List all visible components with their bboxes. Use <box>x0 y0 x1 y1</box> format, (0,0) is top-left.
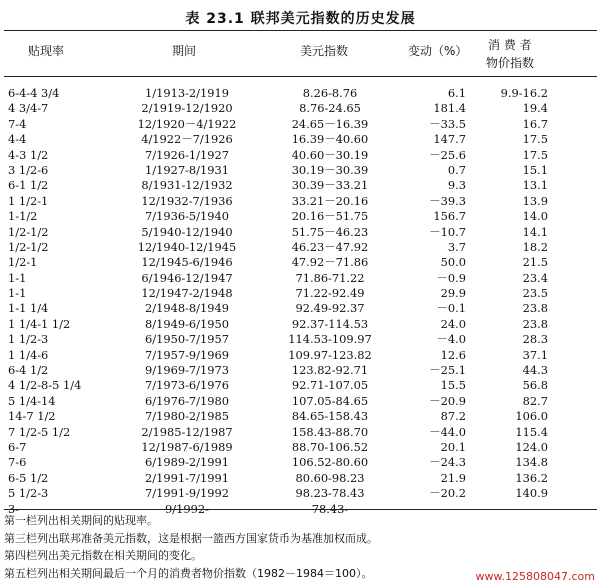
cell-dollar-index: 92.49-92.37 <box>295 301 365 316</box>
table-row <box>0 440 601 455</box>
cell-dollar-index: 78.43- <box>311 501 349 516</box>
cell-dollar-index: 30.39－33.21 <box>291 178 369 193</box>
cell-cpi: 16.7 <box>522 116 548 131</box>
cell-change-percent: 181.4 <box>433 101 466 116</box>
cell-period: 2/1948-8/1949 <box>145 301 229 316</box>
cell-change-percent: －33.5 <box>429 116 466 131</box>
cell-cpi: 106.0 <box>515 409 548 424</box>
table-bottom-rule <box>4 509 597 510</box>
header-period: 期间 <box>172 44 197 58</box>
watermark: www.125808047.com <box>475 570 595 583</box>
cell-discount-rate: 1/2-1 <box>8 255 38 270</box>
cell-discount-rate: 6-4-4 3/4 <box>8 86 60 100</box>
cell-discount-rate: 4-3 1/2 <box>8 147 49 162</box>
cell-change-percent: －24.3 <box>429 455 466 470</box>
cell-change-percent: 29.9 <box>440 286 466 301</box>
cell-change-percent: 21.9 <box>440 470 466 485</box>
cell-period: 4/1922－7/1926 <box>141 132 233 147</box>
table-row <box>0 101 601 116</box>
cell-dollar-index: 8.26-8.76 <box>302 86 358 100</box>
table-header-rule <box>4 76 597 77</box>
cell-cpi: 14.0 <box>522 209 548 224</box>
cell-dollar-index: 107.05-84.65 <box>291 393 369 408</box>
cell-period: 9/1992- <box>165 501 209 516</box>
cell-dollar-index: 8.76-24.65 <box>299 101 361 116</box>
cell-period: 1/1927-8/1931 <box>145 162 229 177</box>
cell-cpi: 140.9 <box>515 486 548 501</box>
cell-dollar-index: 24.65－16.39 <box>291 116 369 131</box>
cell-cpi: 23.4 <box>522 270 548 285</box>
cell-discount-rate: 6-4 1/2 <box>8 363 49 378</box>
cell-cpi: 23.8 <box>522 316 548 331</box>
table-row <box>0 455 601 470</box>
cell-period: 7/1973-6/1976 <box>145 378 229 393</box>
cell-discount-rate: 5 1/4-14 <box>8 393 56 408</box>
table-body <box>0 86 601 517</box>
table-row <box>0 255 601 270</box>
cell-period: 6/1950-7/1957 <box>145 332 229 347</box>
cell-cpi: 17.5 <box>522 147 548 162</box>
table-row <box>0 471 601 486</box>
cell-dollar-index: 47.92－71.86 <box>291 255 369 270</box>
cell-period: 2/1991-7/1991 <box>145 470 229 485</box>
table-title: 表 23.1 联邦美元指数的历史发展 <box>185 11 416 27</box>
cell-discount-rate: 3- <box>8 501 20 516</box>
cell-dollar-index: 33.21－20.16 <box>291 193 369 208</box>
cell-period: 1/1913-2/1919 <box>145 86 229 100</box>
table-row <box>0 148 601 163</box>
cell-dollar-index: 40.60－30.19 <box>291 147 369 162</box>
cell-discount-rate: 1/2-1/2 <box>8 239 49 254</box>
cell-change-percent: －0.9 <box>436 270 466 285</box>
cell-cpi: 44.3 <box>522 363 548 378</box>
cell-cpi: 124.0 <box>515 439 548 454</box>
header-discount-rate: 贴现率 <box>28 44 65 58</box>
note-line: 第五栏列出相关期间最后一个月的消费者物价指数（1982－1984＝100）。 <box>4 566 373 580</box>
cell-change-percent: 6.1 <box>447 86 466 100</box>
cell-discount-rate: 1 1/2-3 <box>8 332 49 347</box>
cell-dollar-index: 92.71-107.05 <box>291 378 369 393</box>
cell-change-percent: 24.0 <box>440 316 466 331</box>
cell-discount-rate: 1-1 <box>8 286 27 301</box>
cell-change-percent: －39.3 <box>429 193 466 208</box>
note-line: 第三栏列出联邦准备美元指数，这是根据一篮西方国家货币为基准加权而成。 <box>4 531 378 545</box>
cell-discount-rate: 1 1/4-1 1/2 <box>8 316 71 331</box>
cell-change-percent: －25.6 <box>429 147 466 162</box>
cell-change-percent: 50.0 <box>440 255 466 270</box>
cell-change-percent: 3.7 <box>447 239 466 254</box>
cell-discount-rate: 1 1/2-1 <box>8 193 49 208</box>
cell-period: 7/1926-1/1927 <box>145 147 229 162</box>
cell-change-percent: －20.9 <box>429 393 466 408</box>
header-change-percent: 变动（%） <box>408 44 468 58</box>
cell-discount-rate: 1-1 <box>8 270 27 285</box>
cell-change-percent: 9.3 <box>447 178 466 193</box>
cell-cpi: 134.8 <box>515 455 548 470</box>
cell-cpi: 14.1 <box>522 224 548 239</box>
cell-discount-rate: 6-7 <box>8 439 27 454</box>
cell-period: 6/1946-12/1947 <box>141 270 233 285</box>
table-row <box>0 486 601 501</box>
header-cpi-line1: 消 费 者 <box>488 38 532 52</box>
cell-discount-rate: 7-4 <box>8 116 27 131</box>
cell-period: 7/1936-5/1940 <box>145 209 229 224</box>
cell-dollar-index: 114.53-109.97 <box>288 332 372 347</box>
cell-discount-rate: 6-5 1/2 <box>8 470 49 485</box>
cell-change-percent: 0.7 <box>447 162 466 177</box>
table-row <box>0 163 601 178</box>
cell-cpi: 23.8 <box>522 301 548 316</box>
cell-dollar-index: 84.65-158.43 <box>291 409 369 424</box>
cell-change-percent: －10.7 <box>429 224 466 239</box>
cell-cpi: 56.8 <box>522 378 548 393</box>
cell-cpi: 37.1 <box>522 347 548 362</box>
cell-period: 5/1940-12/1940 <box>141 224 233 239</box>
cell-discount-rate: 7-6 <box>8 455 27 470</box>
cell-period: 7/1991-9/1992 <box>145 486 229 501</box>
cell-change-percent: －0.1 <box>436 301 466 316</box>
cell-cpi: 13.9 <box>522 193 548 208</box>
cell-dollar-index: 30.19－30.39 <box>291 162 369 177</box>
cell-dollar-index: 109.97-123.82 <box>288 347 372 362</box>
cell-discount-rate: 4 1/2-8-5 1/4 <box>8 378 82 393</box>
note-line: 第一栏列出相关期间的贴现率。 <box>4 514 158 527</box>
cell-cpi: 17.5 <box>522 132 548 147</box>
cell-period: 6/1989-2/1991 <box>145 455 229 470</box>
cell-change-percent: 12.6 <box>440 347 466 362</box>
table-row <box>0 194 601 209</box>
cell-discount-rate: 4-4 <box>8 132 27 147</box>
cell-change-percent: 15.5 <box>440 378 466 393</box>
cell-discount-rate: 6-1 1/2 <box>8 178 49 193</box>
table-row <box>0 132 601 147</box>
note-line: 第四栏列出美元指数在相关期间的变化。 <box>4 549 202 562</box>
cell-change-percent: 147.7 <box>433 132 466 147</box>
cell-change-percent: 156.7 <box>433 209 466 224</box>
table-row <box>0 425 601 440</box>
table-row <box>0 209 601 224</box>
cell-cpi: 21.5 <box>522 255 548 270</box>
cell-dollar-index: 106.52-80.60 <box>291 455 369 470</box>
cell-cpi: 13.1 <box>522 178 548 193</box>
cell-cpi: 28.3 <box>522 332 548 347</box>
cell-period: 12/1940-12/1945 <box>137 239 237 254</box>
table-row <box>0 348 601 363</box>
cell-cpi: 9.9-16.2 <box>500 86 548 100</box>
cell-discount-rate: 4 3/4-7 <box>8 101 49 116</box>
table-row <box>0 225 601 240</box>
cell-period: 12/1932-7/1936 <box>141 193 233 208</box>
table-row <box>0 332 601 347</box>
cell-period: 6/1976-7/1980 <box>145 393 229 408</box>
cell-cpi: 23.5 <box>522 286 548 301</box>
cell-discount-rate: 3 1/2-6 <box>8 162 49 177</box>
table-row <box>0 317 601 332</box>
table-row <box>0 117 601 132</box>
cell-discount-rate: 1/2-1/2 <box>8 224 49 239</box>
table-row <box>0 271 601 286</box>
cell-cpi: 19.4 <box>522 101 548 116</box>
cell-period: 8/1931-12/1932 <box>141 178 233 193</box>
cell-dollar-index: 80.60-98.23 <box>295 470 365 485</box>
cell-cpi: 136.2 <box>515 470 548 485</box>
cell-cpi: 115.4 <box>515 424 548 439</box>
cell-period: 12/1947-2/1948 <box>141 286 233 301</box>
header-cpi-line2: 物价指数 <box>486 56 535 70</box>
cell-dollar-index: 20.16－51.75 <box>291 209 369 224</box>
cell-period: 9/1969-7/1973 <box>145 363 229 378</box>
cell-change-percent: 20.1 <box>440 439 466 454</box>
table-row <box>0 378 601 393</box>
cell-cpi: 18.2 <box>522 239 548 254</box>
cell-period: 12/1920－4/1922 <box>137 116 237 131</box>
cell-dollar-index: 123.82-92.71 <box>291 363 369 378</box>
cell-dollar-index: 88.70-106.52 <box>291 439 369 454</box>
cell-change-percent: －20.2 <box>429 486 466 501</box>
cell-cpi: 82.7 <box>522 393 548 408</box>
cell-discount-rate: 1-1/2 <box>8 209 38 224</box>
table-row <box>0 240 601 255</box>
table-row <box>0 178 601 193</box>
table-top-rule <box>4 30 597 31</box>
table-row <box>0 301 601 316</box>
cell-dollar-index: 98.23-78.43 <box>295 486 365 501</box>
cell-cpi: 15.1 <box>522 162 548 177</box>
table-row <box>0 394 601 409</box>
cell-dollar-index: 46.23－47.92 <box>291 239 369 254</box>
cell-change-percent: 87.2 <box>440 409 466 424</box>
header-dollar-index: 美元指数 <box>300 44 349 58</box>
cell-discount-rate: 1-1 1/4 <box>8 301 49 316</box>
cell-discount-rate: 1 1/4-6 <box>8 347 49 362</box>
table-row <box>0 86 601 101</box>
cell-discount-rate: 7 1/2-5 1/2 <box>8 424 71 439</box>
cell-period: 12/1987-6/1989 <box>141 439 233 454</box>
cell-dollar-index: 158.43-88.70 <box>291 424 369 439</box>
cell-discount-rate: 14-7 1/2 <box>8 409 56 424</box>
table-row <box>0 363 601 378</box>
table-row <box>0 409 601 424</box>
cell-dollar-index: 71.22-92.49 <box>295 286 365 301</box>
table-row <box>0 286 601 301</box>
cell-period: 7/1957-9/1969 <box>145 347 229 362</box>
cell-period: 12/1945-6/1946 <box>141 255 233 270</box>
cell-period: 2/1985-12/1987 <box>141 424 233 439</box>
cell-dollar-index: 92.37-114.53 <box>291 316 369 331</box>
cell-change-percent: －4.0 <box>436 332 466 347</box>
cell-period: 8/1949-6/1950 <box>145 316 229 331</box>
cell-dollar-index: 51.75－46.23 <box>291 224 369 239</box>
cell-discount-rate: 5 1/2-3 <box>8 486 49 501</box>
cell-period: 2/1919-12/1920 <box>141 101 233 116</box>
cell-change-percent: －44.0 <box>429 424 466 439</box>
cell-dollar-index: 16.39－40.60 <box>291 132 369 147</box>
cell-dollar-index: 71.86-71.22 <box>295 270 365 285</box>
cell-change-percent: －25.1 <box>429 363 466 378</box>
cell-period: 7/1980-2/1985 <box>145 409 229 424</box>
